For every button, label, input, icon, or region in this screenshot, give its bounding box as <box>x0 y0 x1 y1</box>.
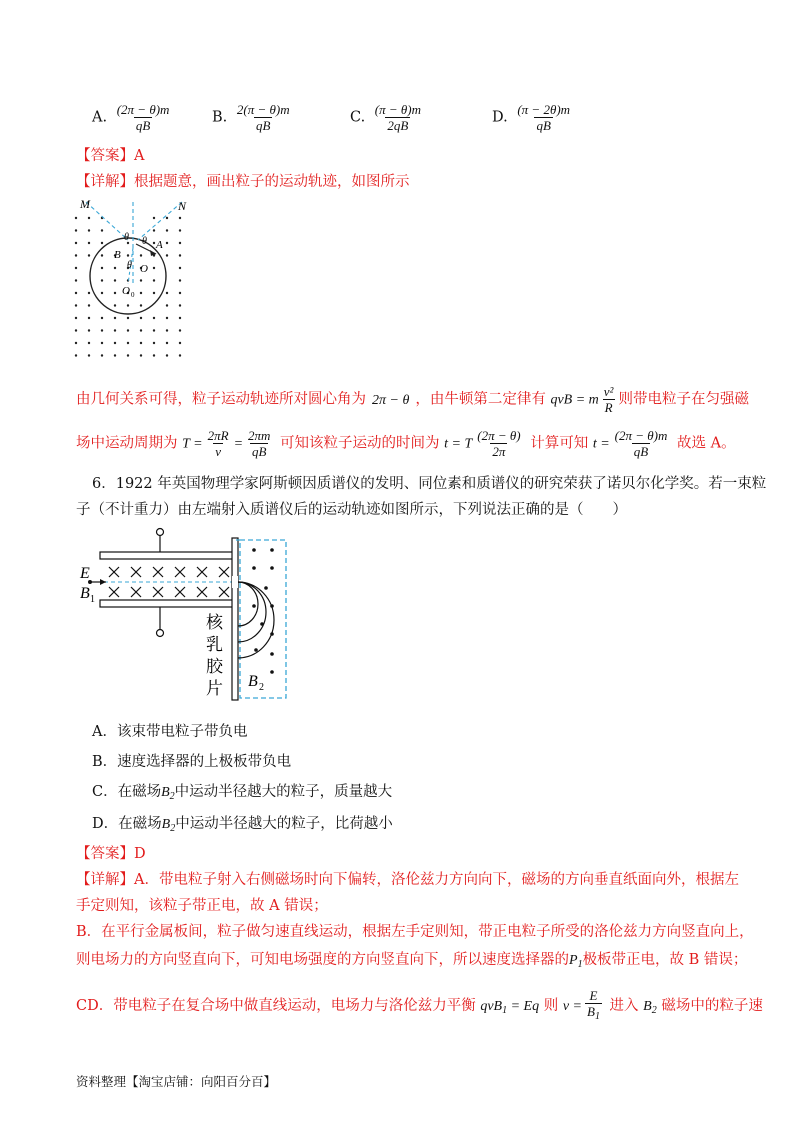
field-dot <box>127 329 129 331</box>
field-dot <box>179 279 181 281</box>
label-theta-1: θ <box>124 232 129 243</box>
label-m: M <box>80 197 90 211</box>
film-char-2: 乳 <box>206 635 223 655</box>
b2-region <box>240 540 286 698</box>
option-d: D. $\frac{(\pi - 2\theta)m}{qB}$ <box>492 102 571 133</box>
field-dot <box>88 342 90 344</box>
explain-5-line1: 由几何关系可得，粒子运动轨迹所对圆心角为 2π − θ ，由牛顿第二定律有 qvB = m $\frac{\text{v²}}{R}$ 则带电粒子在匀强磁 <box>76 384 749 415</box>
label-a: A <box>156 239 163 251</box>
field-dot <box>75 317 77 319</box>
field-dot <box>88 354 90 356</box>
field-dot <box>179 292 181 294</box>
field-dot <box>75 267 77 269</box>
label-o: O <box>140 263 148 275</box>
field-dot <box>153 292 155 294</box>
field-dot <box>75 254 77 256</box>
trajectory-circle <box>90 238 166 314</box>
field-dot <box>75 279 77 281</box>
answer-5: 【答案】A <box>76 148 145 164</box>
field-dot <box>140 317 142 319</box>
q6-option-c: C．在磁场$B_2$中运动半径越大的粒子，质量越大 <box>92 784 393 802</box>
field-dot <box>179 304 181 306</box>
field-dot <box>127 304 129 306</box>
field-dot <box>153 267 155 269</box>
footer-note: 资料整理【淘宝店铺：向阳百分百】 <box>76 1074 277 1089</box>
field-dot <box>153 229 155 231</box>
label-n: N <box>178 199 187 213</box>
field-dot <box>101 342 103 344</box>
field-dot <box>101 242 103 244</box>
option-b: B. $\frac{2(\pi - \theta)m}{qB}$ <box>212 102 290 133</box>
field-dot <box>101 354 103 356</box>
label-b2: B <box>248 673 258 690</box>
field-dot <box>270 670 274 674</box>
field-dot <box>127 317 129 319</box>
explain-5-line2: 场中运动周期为 T = $\frac{2\pi R}{v}$ = $\frac{2\pi m}{qB}$ 可知该粒子运动的时间为 t = T $\frac{(2\pi - \theta)}{2\pi}$ 计算可知 t = $\frac{(2\pi - \theta)m}{qB}$ 故选 A。 <box>76 428 736 459</box>
label-b: B <box>114 249 121 261</box>
label-b2-sub: 2 <box>259 682 264 693</box>
q6-option-b: B．速度选择器的上极板带负电 <box>92 754 292 770</box>
field-dot <box>179 242 181 244</box>
field-dot <box>252 566 256 570</box>
film-plate <box>232 538 238 700</box>
option-c: C. $\frac{(\pi - \theta)m}{2qB}$ <box>350 102 422 133</box>
field-dot <box>75 354 77 356</box>
field-dot <box>127 354 129 356</box>
detail-6-line5: CD．带电粒子在复合场中做直线运动，电场力与洛伦兹力平衡 qvB$_1$ = Eq 则 v = $\frac{E}{B_1}$ 进入 $B_2$ 磁场中的粒子速 <box>76 988 763 1022</box>
field-dot <box>88 217 90 219</box>
upper-plate <box>100 552 234 559</box>
field-dot <box>153 354 155 356</box>
field-dot <box>114 329 116 331</box>
field-dot <box>166 254 168 256</box>
field-dot <box>179 267 181 269</box>
label-theta-2: θ <box>142 236 147 247</box>
q6-line1: 6．1922 年英国物理学家阿斯顿因质谱仪的发明、同位素和质谱仪的研究荣获了诺贝尔化学奖。若一束粒 <box>92 476 767 492</box>
field-dot <box>153 242 155 244</box>
field-dot <box>101 292 103 294</box>
field-dot <box>140 254 142 256</box>
film-char-4: 片 <box>206 679 223 699</box>
field-dot <box>114 317 116 319</box>
field-dot <box>75 329 77 331</box>
spectrometer-figure <box>76 526 296 706</box>
field-dot <box>166 292 168 294</box>
bottom-terminal <box>157 630 164 637</box>
field-dot <box>114 354 116 356</box>
label-o0-sub: 0 <box>131 291 135 299</box>
field-dot <box>75 342 77 344</box>
field-dot <box>179 342 181 344</box>
label-theta-3: θ <box>127 260 132 271</box>
q6-option-d: D．在磁场$B_2$中运动半径越大的粒子，比荷越小 <box>92 816 393 834</box>
field-dot <box>166 317 168 319</box>
label-b1-sub: 1 <box>90 594 95 605</box>
field-dot <box>270 566 274 570</box>
field-dot <box>140 342 142 344</box>
field-dot <box>140 304 142 306</box>
detail-6-line1: 【详解】A．带电粒子射入右侧磁场时向下偏转，洛伦兹力方向向下，磁场的方向垂直纸面向外，根据左 <box>76 872 739 888</box>
field-dot <box>88 254 90 256</box>
field-dot <box>101 317 103 319</box>
field-dot <box>88 304 90 306</box>
field-dot <box>179 229 181 231</box>
field-dot <box>88 229 90 231</box>
field-dot <box>166 304 168 306</box>
detail-6-line2: 手定则知，该粒子带正电，故 A 错误； <box>76 898 328 914</box>
field-dot <box>179 329 181 331</box>
detail-6-line3: B．在平行金属板间，粒子做匀速直线运动，根据左手定则知，带正电粒子所受的洛伦兹力方向竖直向上， <box>76 924 754 940</box>
field-dot <box>114 267 116 269</box>
field-dot <box>75 304 77 306</box>
field-dot <box>254 648 258 652</box>
field-dot <box>140 329 142 331</box>
label-o0: O <box>122 285 130 297</box>
field-dot <box>114 342 116 344</box>
field-dot <box>88 317 90 319</box>
b2-dots <box>252 548 274 674</box>
film-char-3: 胶 <box>206 657 223 677</box>
field-dot <box>153 317 155 319</box>
field-dot <box>101 279 103 281</box>
field-dot <box>114 279 116 281</box>
field-dot <box>166 329 168 331</box>
top-terminal <box>157 529 164 536</box>
field-dot <box>252 548 256 552</box>
field-dot <box>179 217 181 219</box>
q6-option-a: A．该束带电粒子带负电 <box>92 724 248 740</box>
field-dot <box>166 242 168 244</box>
field-dot <box>101 329 103 331</box>
field-dot <box>88 242 90 244</box>
q6-line2: 子（不计重力）由左端射入质谱仪后的运动轨迹如图所示，下列说法正确的是（ ） <box>76 502 627 518</box>
field-dot <box>75 292 77 294</box>
field-dot <box>153 279 155 281</box>
field-dot <box>166 354 168 356</box>
field-dot <box>153 342 155 344</box>
field-dot <box>75 242 77 244</box>
field-dot <box>88 292 90 294</box>
field-dot <box>179 254 181 256</box>
field-dot <box>153 329 155 331</box>
label-e: E <box>80 565 90 582</box>
field-dot <box>127 254 129 256</box>
film-char-1: 核 <box>206 613 223 633</box>
field-dot <box>153 217 155 219</box>
detail-5-intro: 【详解】根据题意，画出粒子的运动轨迹，如图所示 <box>76 174 410 190</box>
option-a: A. $\frac{(2\pi - \theta)m}{qB}$ <box>92 102 170 133</box>
field-dot <box>88 329 90 331</box>
boundary-line-m <box>86 202 128 240</box>
field-dot <box>270 652 274 656</box>
lower-plate <box>100 600 234 607</box>
answer-6: 【答案】D <box>76 846 146 862</box>
field-dot <box>75 217 77 219</box>
field-dot <box>101 267 103 269</box>
boundary-line-n <box>138 202 182 240</box>
field-dot <box>140 354 142 356</box>
field-dot <box>270 548 274 552</box>
field-dot <box>140 279 142 281</box>
field-dot <box>166 229 168 231</box>
field-dot <box>252 604 256 608</box>
detail-6-line4: 则电场力的方向竖直向下，可知电场强度的方向竖直向下，所以速度选择器的$P_1$极板带正电，故 B 错误； <box>76 952 748 970</box>
field-dot <box>264 586 268 590</box>
field-dot <box>127 342 129 344</box>
field-dot <box>179 354 181 356</box>
field-dot <box>75 229 77 231</box>
field-dot <box>166 342 168 344</box>
field-dot <box>101 254 103 256</box>
field-dot <box>114 292 116 294</box>
label-b1: B <box>80 585 90 602</box>
field-dot <box>114 304 116 306</box>
trajectory-figure <box>72 196 196 366</box>
field-dot <box>166 217 168 219</box>
field-dot <box>101 229 103 231</box>
field-dot <box>140 292 142 294</box>
field-dot <box>179 317 181 319</box>
